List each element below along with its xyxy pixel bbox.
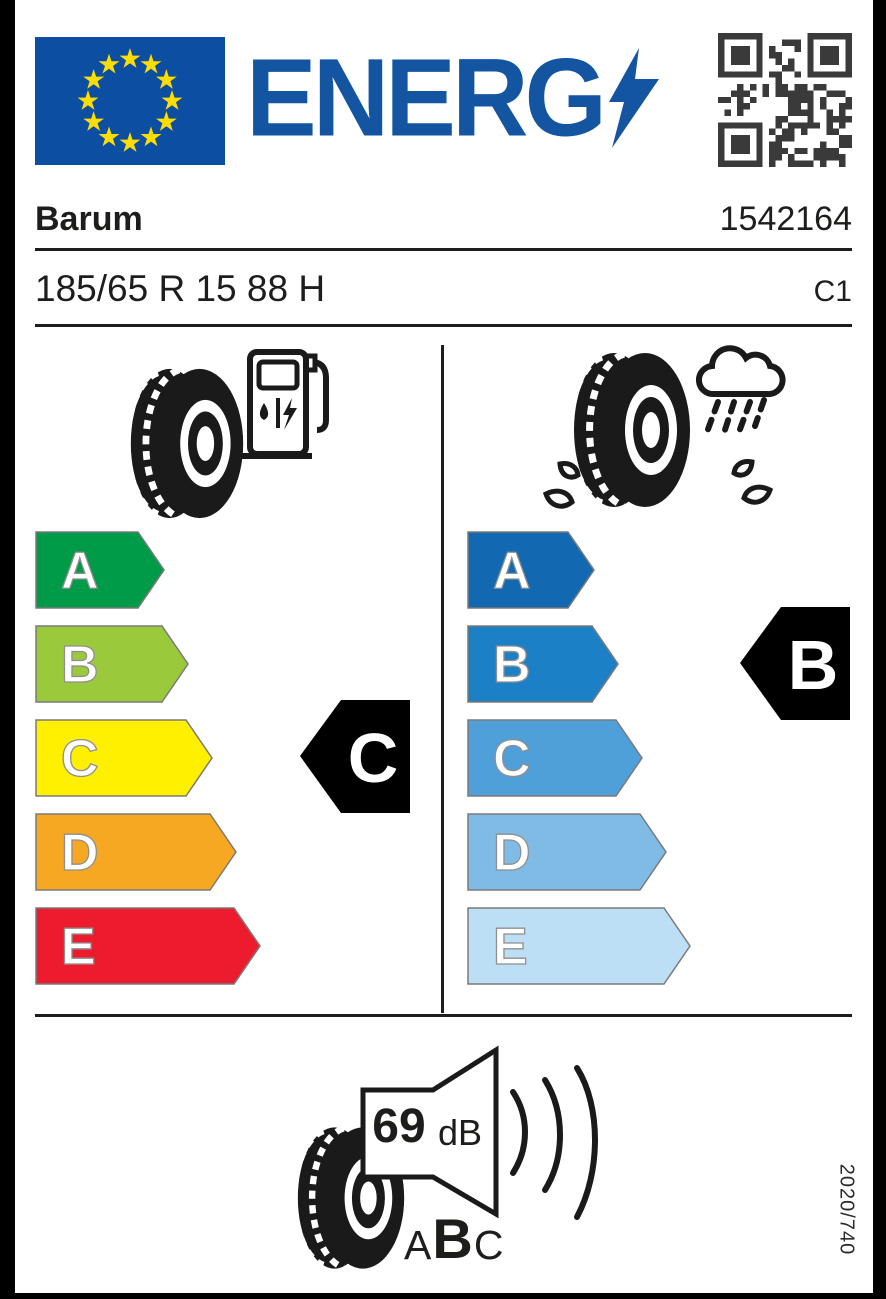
class-letter: D	[61, 824, 99, 882]
fuel-efficiency-class-E	[35, 907, 261, 983]
noise-class-b: B	[432, 1207, 473, 1271]
wet-grip-class-C	[467, 719, 643, 795]
fuel-efficiency-rating-arrow	[300, 700, 410, 813]
tyre-fuel-pump-icon	[118, 340, 333, 530]
fuel-efficiency-class-B	[35, 625, 189, 701]
noise-unit: dB	[438, 1112, 483, 1153]
tyre-rain-cloud-icon	[538, 336, 806, 532]
divider-line	[35, 1014, 852, 1017]
energ-logo-text: ENERG	[246, 36, 603, 159]
divider-line	[35, 248, 852, 251]
label-border-bottom	[0, 1293, 886, 1299]
class-letter: A	[493, 542, 531, 600]
label-border-left	[0, 0, 15, 1299]
class-letter: B	[493, 636, 531, 694]
tyre-size-row	[35, 268, 852, 310]
sound-waves-icon	[513, 1068, 595, 1217]
class-letter: C	[493, 730, 531, 788]
column-divider	[441, 345, 444, 1013]
class-letter: C	[61, 730, 99, 788]
eu-flag-icon	[35, 37, 225, 165]
brand-name: Barum	[35, 200, 143, 238]
noise-class-a: A	[404, 1222, 432, 1269]
noise-class-letters	[404, 1205, 504, 1271]
wet-grip-class-A	[467, 531, 595, 607]
wet-grip-class-D	[467, 813, 667, 889]
class-letter: A	[61, 542, 99, 600]
fuel-efficiency-rating-letter: C	[347, 719, 399, 797]
tyre-class: C1	[813, 275, 852, 308]
fuel-efficiency-scale	[35, 531, 335, 991]
noise-value: 69	[372, 1100, 426, 1153]
class-letter: E	[61, 918, 96, 976]
fuel-efficiency-class-A	[35, 531, 165, 607]
class-letter: B	[61, 636, 99, 694]
class-letter: D	[493, 824, 531, 882]
label-border-right	[873, 0, 886, 1299]
regulation-number: 2020/740	[835, 1163, 858, 1256]
fuel-efficiency-class-D	[35, 813, 237, 889]
wet-grip-scale	[467, 531, 767, 991]
noise-class-c: C	[473, 1222, 504, 1269]
fuel-efficiency-class-C	[35, 719, 213, 795]
energ-logo	[246, 36, 661, 159]
lightning-bolt-icon	[609, 48, 661, 148]
wet-grip-class-E	[467, 907, 691, 983]
type-identifier: 1542164	[719, 200, 852, 238]
supplier-row	[35, 200, 852, 239]
divider-line	[35, 324, 852, 327]
qr-code-icon	[718, 33, 852, 167]
wet-grip-rating-letter: B	[787, 626, 839, 704]
wet-grip-class-B	[467, 625, 619, 701]
tyre-size-designation: 185/65 R 15 88 H	[35, 268, 326, 309]
class-letter: E	[493, 918, 528, 976]
wet-grip-rating-arrow	[740, 607, 850, 720]
